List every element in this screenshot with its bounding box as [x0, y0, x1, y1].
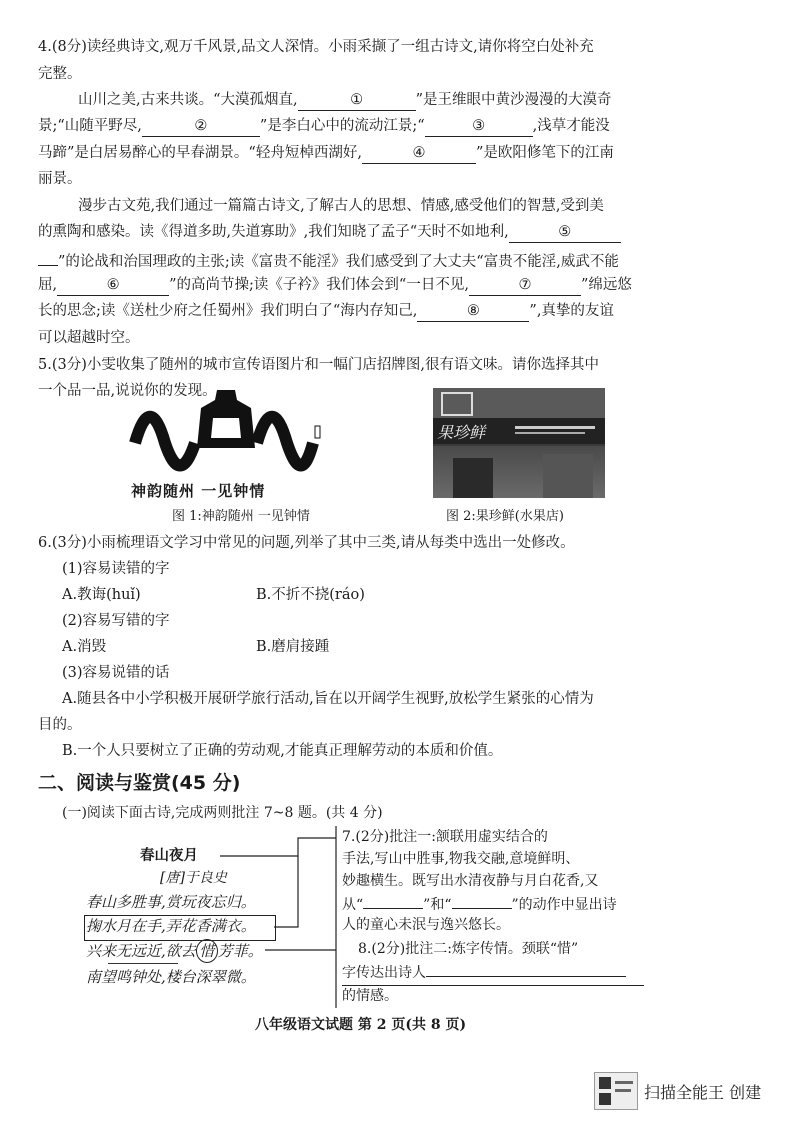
- q5-line: 一个品一品,说说你的发现。: [38, 383, 217, 399]
- q6-c3a-cont: 目的。: [38, 717, 82, 733]
- q4-line: 屈, ⑥ ”的高尚节操;读《子衿》我们体会到“一日不见, ⑦ ”绵远悠: [38, 272, 632, 299]
- watermark-text: 扫描全能王 创建: [644, 1083, 762, 1102]
- q6-c3a: A.随县各中小学积极开展研学旅行活动,旨在以开阔学生视野,放松学生紧张的心情为: [62, 691, 594, 707]
- q6-cat2: (2)容易写错的字: [62, 613, 170, 629]
- q6-c3b: B.一个人只要树立了正确的劳动观,才能真正理解劳动的本质和价值。: [62, 743, 503, 759]
- note7-l1: 7.(2分)批注一:颔联用虚实结合的: [342, 829, 548, 845]
- scanner-logo: [594, 1072, 638, 1110]
- note7-blank-b[interactable]: [452, 892, 512, 909]
- circled-char: 惜: [196, 939, 218, 963]
- poem-line-2: 掬水月在手,弄花香满衣。: [86, 917, 256, 935]
- blank-2[interactable]: ②: [142, 116, 260, 137]
- blank-5[interactable]: ⑤: [509, 222, 621, 243]
- blank-1[interactable]: ①: [298, 90, 416, 111]
- fig2-sign: 果珍鲜: [437, 423, 486, 442]
- note7-l3: 妙趣横生。既写出水清夜静与月白花香,又: [342, 873, 599, 889]
- poem-author: [唐]于良史: [160, 870, 227, 886]
- note7-l4: 从“ ”和“ ”的动作中显出诗: [342, 892, 617, 916]
- note8-l2: 字传达出诗人: [342, 960, 626, 984]
- q6-cat3: (3)容易说错的话: [62, 665, 170, 681]
- note8-l3: 的情感。: [342, 988, 398, 1004]
- fig1-slogan: 神韵随州 一见钟情: [131, 482, 266, 500]
- q4-line: 景;“山随平野尽, ② ”是李白心中的流动江景;“ ③ ,浅草才能没: [38, 113, 610, 140]
- q5-line: 5.(3分)小雯收集了随州的城市宣传语图片和一幅门店招牌图,很有语文味。请你选择其中: [38, 357, 599, 373]
- blank-3[interactable]: ③: [425, 116, 533, 137]
- note7-blank-a[interactable]: [363, 892, 423, 909]
- blank-4[interactable]: ④: [362, 143, 476, 164]
- q4-line: 漫步古文苑,我们通过一篇篇古诗文,了解古人的思想、情感,感受他们的智慧,受到美: [78, 198, 604, 214]
- q6-c1b: B.不折不挠(ráo): [256, 587, 365, 603]
- section-sub: (一)阅读下面古诗,完成两则批注 7~8 题。(共 4 分): [62, 805, 383, 821]
- poem-line-3: 兴来无远近,欲去 惜 芳菲。: [86, 938, 263, 965]
- blank-6[interactable]: ⑥: [57, 275, 169, 296]
- q6-c1a: A.教诲(huǐ): [62, 587, 141, 603]
- poem-line-1: 春山多胜事,赏玩夜忘归。: [86, 893, 256, 911]
- q4-line: 的熏陶和感染。读《得道多助,失道寡助》,我们知晓了孟子“天时不如地利, ⑤: [38, 219, 621, 246]
- note7-l2: 手法,写山中胜事,物我交融,意境鲜明、: [342, 851, 580, 867]
- q4-intro-end: 完整。: [38, 66, 82, 82]
- q6-c2a: A.消毁: [62, 639, 107, 655]
- q6-c2b: B.磨肩接踵: [256, 639, 330, 655]
- q4-line: 长的思念;读《送杜少府之任蜀州》我们明白了“海内存知己, ⑧ ”,真挚的友谊: [38, 298, 614, 325]
- q4-line: 马蹄”是白居易醉心的早春湖景。“轻舟短棹西湖好, ④ ”是欧阳修笔下的江南: [38, 140, 614, 167]
- poem-title: 春山夜月: [140, 847, 198, 864]
- q4-intro: 4.(8分)读经典诗文,观万千风景,品文人深情。小雨采撷了一组古诗文,请你将空白处补充: [38, 39, 594, 55]
- q4-line: 山川之美,古来共谈。“大漠孤烟直, ① ”是王维眼中黄沙漫漫的大漠奇: [78, 87, 612, 114]
- q4-line: 丽景。: [38, 171, 82, 187]
- section-title: 二、阅读与鉴赏(45 分): [38, 772, 241, 794]
- fig1-caption: 图 1:神韵随州 一见钟情: [172, 509, 310, 524]
- blank-8[interactable]: ⑧: [417, 301, 529, 322]
- note8-l1: 8.(2分)批注二:炼字传情。颈联“惜”: [358, 941, 579, 957]
- page-footer: 八年级语文试题 第 2 页(共 8 页): [255, 1017, 467, 1033]
- q6-line: 6.(3分)小雨梳理语文学习中常见的问题,列举了其中三类,请从每类中选出一处修改。: [38, 535, 575, 551]
- q6-cat1: (1)容易读错的字: [62, 561, 170, 577]
- fig2-caption: 图 2:果珍鲜(水果店): [446, 509, 564, 524]
- q4-line: ”的论战和治国理政的主张;读《富贵不能淫》我们感受到了大丈夫“富贵不能淫,威武不能: [38, 245, 619, 276]
- q4-line: 可以超越时空。: [38, 330, 140, 346]
- poem-line-4: 南望鸣钟处,楼台深翠微。: [86, 968, 256, 986]
- note8-blank[interactable]: [426, 960, 626, 977]
- blank-7[interactable]: ⑦: [469, 275, 581, 296]
- note7-l5: 人的童心未泯与逸兴悠长。: [342, 917, 510, 933]
